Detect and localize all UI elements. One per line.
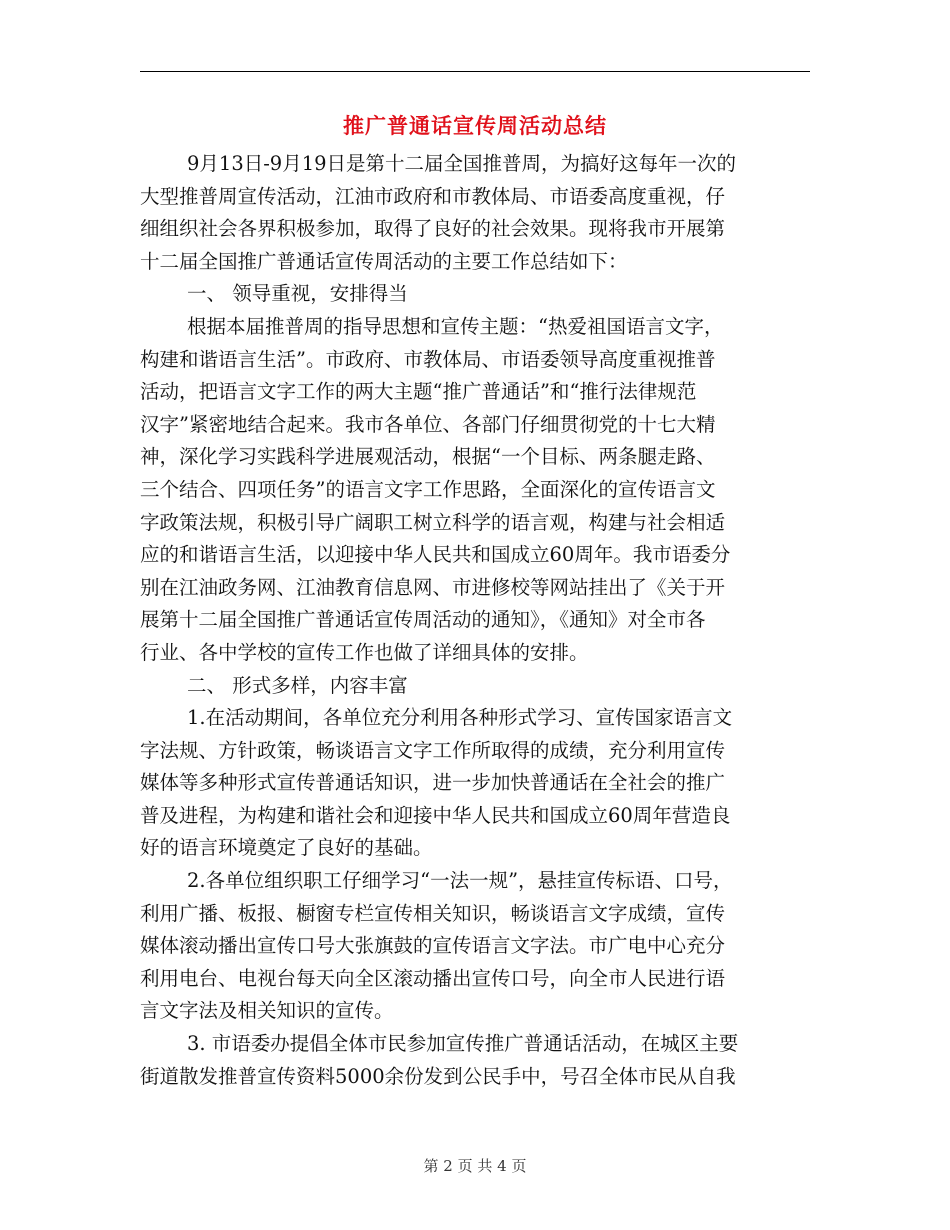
text-line: 根据本届推普周的指导思想和宣传主题：“热爱祖国语言文字，	[187, 314, 724, 338]
text-line: 大型推普周宣传活动，江油市政府和市教体局、市语委高度重视，仔	[140, 184, 726, 208]
text-line: 普及进程，为构建和谐社会和迎接中华人民共和国成立60周年营造良	[140, 803, 731, 827]
section-heading-2: 二、 形式多样，内容丰富	[187, 673, 408, 697]
text-line: 十二届全国推广普通话宣传周活动的主要工作总结如下：	[140, 249, 628, 273]
text-line: 细组织社会各界积极参加，取得了良好的社会效果。现将我市开展第	[140, 217, 726, 241]
text-line: 2.各单位组织职工仔细学习“一法一规”，悬挂宣传标语、口号，	[187, 869, 733, 893]
text-line: 汉字”紧密地结合起来。我市各单位、各部门仔细贯彻党的十七大精	[140, 412, 716, 436]
text-line: 9月13日-9月19日是第十二届全国推普周，为搞好这每年一次的	[187, 152, 737, 175]
text-line: 三个结合、四项任务”的语言文字工作思路，全面深化的宣传语言文	[140, 477, 716, 501]
text-line: 好的语言环境奠定了良好的基础。	[140, 836, 433, 860]
text-line: 字法规、方针政策，畅谈语言文字工作所取得的成绩，充分利用宣传	[140, 738, 726, 762]
text-line: 神，深化学习实践科学进展观活动，根据“一个目标、两条腿走路、	[140, 445, 716, 469]
text-line: 利用广播、板报、橱窗专栏宣传相关知识，畅谈语言文字成绩，宣传	[140, 901, 726, 925]
text-line: 3. 市语委办提倡全体市民参加宣传推广普通话活动，在城区主要	[187, 1032, 739, 1056]
text-line: 活动，把语言文字工作的两大主题“推广普通话”和“推行法律规范	[140, 380, 697, 404]
text-line: 街道散发推普宣传资料5000余份发到公民手中，号召全体市民从自我	[140, 1064, 736, 1088]
text-line: 言文字法及相关知识的宣传。	[140, 999, 394, 1023]
text-line: 媒体滚动播出宣传口号大张旗鼓的宣传语言文字法。市广电中心充分	[140, 934, 726, 958]
text-line: 构建和谐语言生活”。市政府、市教体局、市语委领导高度重视推普	[140, 347, 716, 371]
text-line: 展第十二届全国推广普通话宣传周活动的通知》，《通知》对全市各	[140, 608, 706, 632]
page-number: 第 2 页 共 4 页	[423, 1157, 527, 1175]
text-line: 媒体等多种形式宣传普通话知识，进一步加快普通话在全社会的推广	[140, 771, 726, 795]
text-line: 利用电台、电视台每天向全区滚动播出宣传口号，向全市人民进行语	[140, 966, 726, 990]
header-rule	[140, 71, 810, 72]
text-line: 别在江油政务网、江油教育信息网、市进修校等网站挂出了《关于开	[140, 575, 726, 599]
text-line: 字政策法规，积极引导广阔职工树立科学的语言观，构建与社会相适	[140, 510, 726, 534]
document-body	[140, 148, 812, 1093]
section-heading-1: 一、 领导重视，安排得当	[187, 282, 408, 306]
text-line: 1.在活动期间，各单位充分利用各种形式学习、宣传国家语言文	[187, 706, 733, 730]
document-title: 推广普通话宣传周活动总结	[343, 113, 607, 138]
text-line: 行业、各中学校的宣传工作也做了详细具体的安排。	[140, 640, 589, 664]
text-line: 应的和谐语言生活，以迎接中华人民共和国成立60周年。我市语委分	[140, 543, 731, 567]
